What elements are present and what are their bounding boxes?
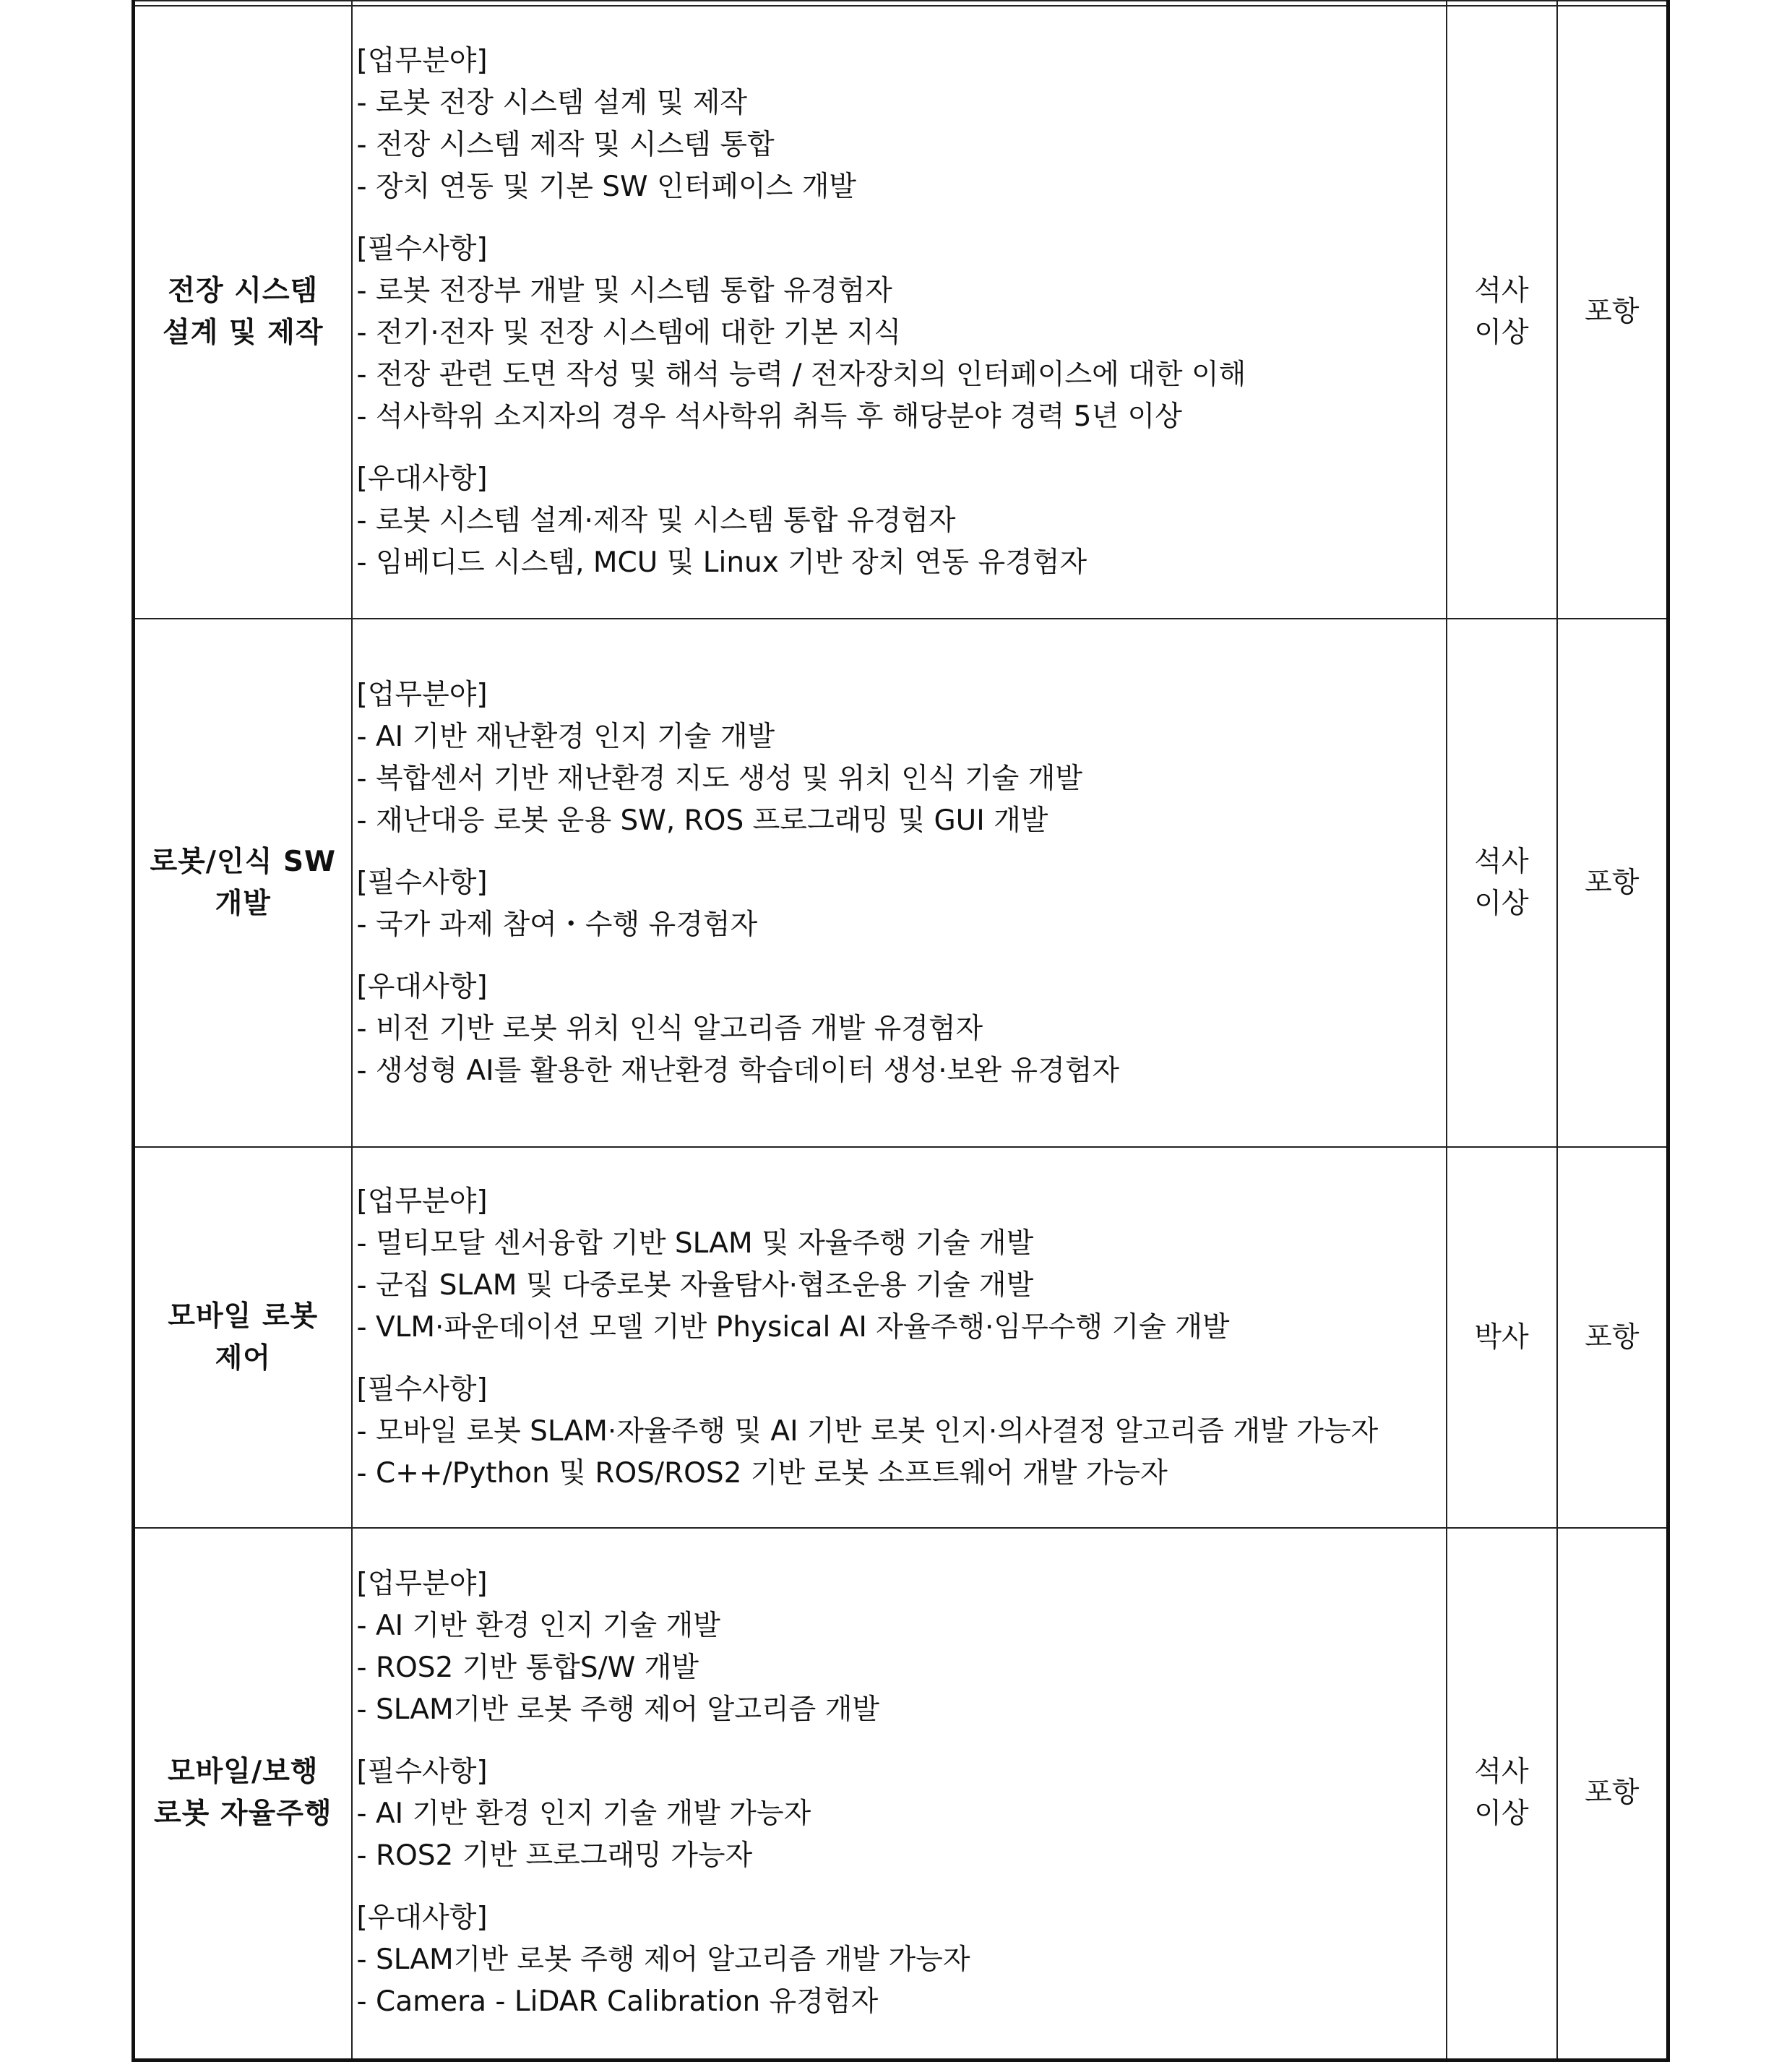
list-item: - 전장 관련 도면 작성 및 해석 능력 / 전자장치의 인터페이스에 대한 이해 xyxy=(356,358,1246,391)
table-cell xyxy=(1557,1,1668,6)
field-name-line: 개발 xyxy=(215,887,271,920)
section-duties xyxy=(357,674,1446,842)
field-name-line: 제어 xyxy=(215,1341,271,1375)
section-title: [필수사항] xyxy=(356,1372,488,1406)
table-row xyxy=(134,6,1668,619)
section-requirements xyxy=(357,228,1446,438)
list-item: - 모바일 로봇 SLAM·자율주행 및 AI 기반 로봇 인지·의사결정 알고리즘 개발 가능자 xyxy=(356,1414,1379,1448)
location-cell: 포항 xyxy=(1557,1528,1668,2060)
job-posting-table xyxy=(132,0,1670,2062)
section-title: [우대사항] xyxy=(356,463,488,495)
section-title: [필수사항] xyxy=(356,1756,488,1789)
degree-line: 석사 xyxy=(1474,1756,1529,1789)
list-item: - 로봇 시스템 설계·제작 및 시스템 통합 유경험자 xyxy=(356,504,956,537)
description-cell xyxy=(352,619,1447,1147)
table-row xyxy=(134,1528,1668,2060)
list-item: - 군집 SLAM 및 다중로봇 자율탐사·협조운용 기술 개발 xyxy=(356,1268,1034,1302)
field-name-line: 전장 시스템 xyxy=(168,275,319,307)
section-title: [우대사항] xyxy=(356,1902,488,1935)
section-requirements xyxy=(357,862,1446,946)
table-cell xyxy=(1447,1,1557,6)
section-preferred xyxy=(357,1897,1446,2023)
field-name-cell xyxy=(134,619,352,1147)
location-cell: 포항 xyxy=(1557,1147,1668,1528)
section-preferred xyxy=(357,966,1446,1092)
list-item: - AI 기반 환경 인지 기술 개발 가능자 xyxy=(356,1797,811,1831)
description-cell xyxy=(352,6,1447,619)
list-item: - 복합센서 기반 재난환경 지도 생성 및 위치 인식 기술 개발 xyxy=(356,762,1083,795)
list-item: - SLAM기반 로봇 주행 제어 알고리즘 개발 가능자 xyxy=(356,1943,970,1977)
list-item: - VLM·파운데이션 모델 기반 Physical AI 자율주행·임무수행 기술 개발 xyxy=(356,1310,1230,1344)
degree-line: 석사 xyxy=(1474,845,1529,878)
section-duties xyxy=(357,1563,1446,1731)
list-item: - ROS2 기반 프로그래밍 가능자 xyxy=(356,1839,753,1873)
degree-cell xyxy=(1447,1147,1557,1528)
field-name-line: 설계 및 제작 xyxy=(162,317,324,349)
list-item: - Camera - LiDAR Calibration 유경험자 xyxy=(356,1985,879,2019)
table-top-strip xyxy=(134,1,1668,6)
section-duties xyxy=(357,40,1446,208)
list-item: - SLAM기반 로봇 주행 제어 알고리즘 개발 xyxy=(356,1693,880,1727)
degree-line: 석사 xyxy=(1474,275,1529,307)
section-title: [우대사항] xyxy=(356,970,488,1003)
list-item: - AI 기반 재난환경 인지 기술 개발 xyxy=(356,720,775,753)
field-name-cell xyxy=(134,1528,352,2060)
section-duties xyxy=(357,1181,1446,1349)
list-item: - 멀티모달 센서융합 기반 SLAM 및 자율주행 기술 개발 xyxy=(356,1227,1034,1260)
field-name-line: 모바일/보행 xyxy=(167,1756,319,1789)
degree-cell xyxy=(1447,1528,1557,2060)
degree-line: 이상 xyxy=(1474,887,1529,920)
list-item: - 재난대응 로봇 운용 SW, ROS 프로그래밍 및 GUI 개발 xyxy=(356,804,1048,837)
list-item: - AI 기반 환경 인지 기술 개발 xyxy=(356,1610,720,1643)
list-item: - 생성형 AI를 활용한 재난환경 학습데이터 생성·보완 유경험자 xyxy=(356,1054,1120,1087)
section-title: [업무분야] xyxy=(356,45,488,77)
table-cell xyxy=(134,1,352,6)
degree-cell xyxy=(1447,619,1557,1147)
list-item: - 전장 시스템 제작 및 시스템 통합 xyxy=(356,129,775,161)
field-name-line: 모바일 로봇 xyxy=(168,1300,319,1333)
degree-line: 이상 xyxy=(1474,317,1529,349)
field-name-line: 로봇/인식 SW xyxy=(150,845,337,878)
section-title: [필수사항] xyxy=(356,866,488,899)
description-cell xyxy=(352,1147,1447,1528)
field-name-cell xyxy=(134,1147,352,1528)
list-item: - 비전 기반 로봇 위치 인식 알고리즘 개발 유경험자 xyxy=(356,1012,983,1045)
location-cell: 포항 xyxy=(1557,6,1668,619)
degree-line: 박사 xyxy=(1474,1320,1529,1354)
description-cell xyxy=(352,1528,1447,2060)
section-title: [필수사항] xyxy=(356,233,488,265)
location-cell: 포항 xyxy=(1557,619,1668,1147)
field-name-line: 로봇 자율주행 xyxy=(153,1797,332,1831)
section-preferred xyxy=(357,458,1446,584)
list-item: - C++/Python 및 ROS/ROS2 기반 로봇 소프트웨어 개발 가능자 xyxy=(356,1456,1168,1490)
section-title: [업무분야] xyxy=(356,1185,488,1218)
list-item: - 로봇 전장 시스템 설계 및 제작 xyxy=(356,87,748,119)
section-requirements xyxy=(357,1751,1446,1877)
list-item: - 장치 연동 및 기본 SW 인터페이스 개발 xyxy=(356,171,857,203)
section-title: [업무분야] xyxy=(356,678,488,711)
list-item: - 국가 과제 참여・수행 유경험자 xyxy=(356,908,758,941)
list-item: - ROS2 기반 통합S/W 개발 xyxy=(356,1651,699,1685)
table-cell xyxy=(352,1,1447,6)
section-title: [업무분야] xyxy=(356,1568,488,1601)
list-item: - 로봇 전장부 개발 및 시스템 통합 유경험자 xyxy=(356,275,892,307)
list-item: - 석사학위 소지자의 경우 석사학위 취득 후 해당분야 경력 5년 이상 xyxy=(356,400,1182,433)
list-item: - 전기·전자 및 전장 시스템에 대한 기본 지식 xyxy=(356,317,902,349)
degree-cell xyxy=(1447,6,1557,619)
table-row xyxy=(134,1147,1668,1528)
degree-line: 이상 xyxy=(1474,1797,1529,1831)
section-requirements xyxy=(357,1369,1446,1495)
field-name-cell xyxy=(134,6,352,619)
table-row xyxy=(134,619,1668,1147)
list-item: - 임베디드 시스템, MCU 및 Linux 기반 장치 연동 유경험자 xyxy=(356,546,1087,579)
